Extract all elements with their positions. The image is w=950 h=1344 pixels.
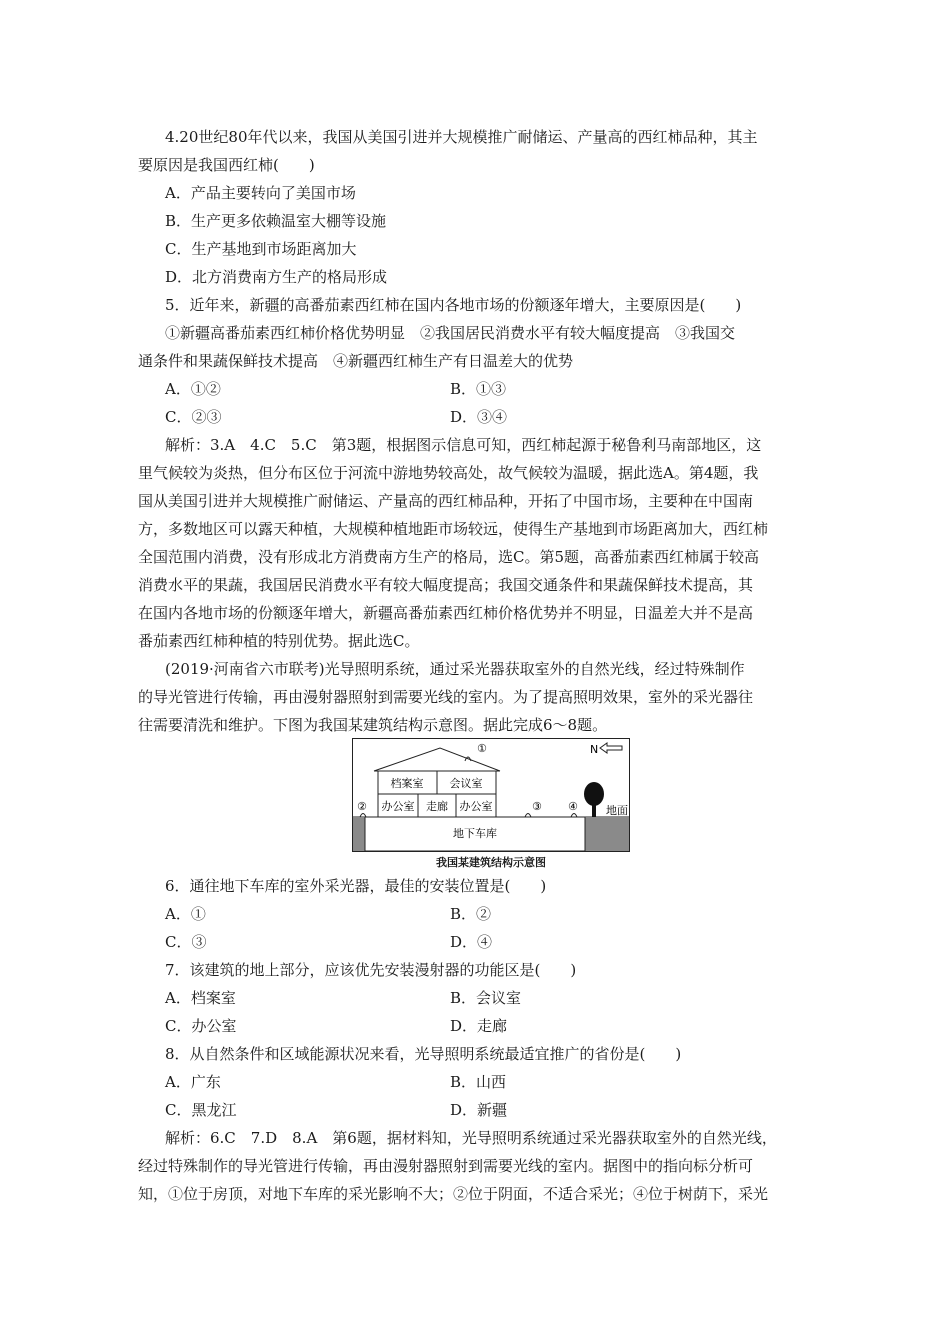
q7-option-a: A．档案室 — [165, 989, 236, 1007]
q4-stem-line1: 4.20世纪80年代以来，我国从美国引进并大规模推广耐储运、产量高的西红柿品种，其主 — [165, 128, 758, 146]
intro-line: 往需要清洗和维护。下图为我国某建筑结构示意图。据此完成6～8题。 — [138, 716, 608, 734]
q5-option-d: D．③④ — [450, 408, 508, 426]
q5-option-a: A．①② — [165, 380, 221, 398]
q7-option-b: B．会议室 — [450, 989, 522, 1007]
building-diagram — [352, 738, 630, 852]
analysis1-line: 全国范围内消费，没有形成北方消费南方生产的格局，选C。第5题，高番茄素西红柿属于较高 — [138, 548, 760, 566]
q6-option-a: A．① — [165, 905, 206, 923]
q7-option-c: C．办公室 — [165, 1017, 237, 1035]
label-3: ③ — [532, 800, 542, 813]
north-label: N — [590, 743, 599, 756]
q4-option-a: A．产品主要转向了美国市场 — [165, 184, 356, 202]
soil-left — [353, 817, 365, 851]
analysis1-line: 方，多数地区可以露天种植，大规模种植地距市场较远，使得生产基地到市场距离加大，西红柿 — [138, 520, 769, 538]
room-meeting: 会议室 — [449, 777, 483, 790]
analysis1-line: 解析：3.A 4.C 5.C 第3题，根据图示信息可知，西红柿起源于秘鲁利马南部地区，这 — [165, 436, 762, 454]
q8-stem: 8．从自然条件和区域能源状况来看，光导照明系统最适宜推广的省份是( ) — [165, 1045, 682, 1063]
q5-items-line1: ①新疆高番茄素西红柿价格优势明显 ②我国居民消费水平有较大幅度提高 ③我国交 — [165, 324, 736, 342]
q5-option-c: C．②③ — [165, 408, 222, 426]
label-ground: 地面 — [606, 804, 628, 817]
analysis1-line: 国从美国引进并大规模推广耐储运、产量高的西红柿品种，开拓了中国市场，主要种在中国南 — [138, 492, 754, 510]
q8-option-c: C．黑龙江 — [165, 1101, 237, 1119]
analysis1-line: 在国内各地市场的份额逐年增大，新疆高番茄素西红柿价格优势并不明显，日温差大并不是高 — [138, 604, 754, 622]
q6-option-c: C．③ — [165, 933, 207, 951]
q5-items-line2: 通条件和果蔬保鲜技术提高 ④新疆西红柿生产有日温差大的优势 — [138, 352, 574, 370]
analysis2-line: 经过特殊制作的导光管进行传输，再由漫射器照射到需要光线的室内。据图中的指向标分析可 — [138, 1157, 754, 1175]
analysis1-line: 里气候较为炎热，但分布区位于河流中游地势较高处，故气候较为温暖，据此选A。第4题，我 — [138, 464, 759, 482]
label-2: ② — [357, 800, 367, 813]
analysis1-line: 消费水平的果蔬，我国居民消费水平有较大幅度提高；我国交通条件和果蔬保鲜技术提高，其 — [138, 576, 754, 594]
room-office-2: 办公室 — [459, 800, 493, 813]
q8-option-a: A．广东 — [165, 1073, 221, 1091]
analysis2-line: 解析：6.C 7.D 8.A 第6题，据材料知，光导照明系统通过采光器获取室外的自然光线， — [165, 1129, 777, 1147]
q4-option-c: C．生产基地到市场距离加大 — [165, 240, 357, 258]
analysis2-line: 知，①位于房顶，对地下车库的采光影响不大；②位于阴面，不适合采光；④位于树荫下，采光 — [138, 1185, 769, 1203]
intro-line: (2019·河南省六市联考)光导照明系统，通过采光器获取室外的自然光线，经过特殊制作 — [165, 660, 745, 678]
q5-stem: 5．近年来，新疆的高番茄素西红柿在国内各地市场的份额逐年增大，主要原因是( ) — [165, 296, 742, 314]
intro-line: 的导光管进行传输，再由漫射器照射到需要光线的室内。为了提高照明效果，室外的采光器往 — [138, 688, 754, 706]
figure-caption: 我国某建筑结构示意图 — [436, 856, 546, 869]
room-office-1: 办公室 — [381, 800, 415, 813]
room-archive: 档案室 — [390, 777, 424, 790]
q7-stem: 7．该建筑的地上部分，应该优先安装漫射器的功能区是( ) — [165, 961, 577, 979]
label-1: ① — [477, 742, 487, 755]
q4-option-d: D．北方消费南方生产的格局形成 — [165, 268, 388, 286]
q8-option-d: D．新疆 — [450, 1101, 508, 1119]
q5-option-b: B．①③ — [450, 380, 507, 398]
q4-stem-line2: 要原因是我国西红柿( ) — [138, 156, 315, 174]
label-4: ④ — [568, 800, 578, 813]
q4-option-b: B．生产更多依赖温室大棚等设施 — [165, 212, 387, 230]
q6-stem: 6．通往地下车库的室外采光器，最佳的安装位置是( ) — [165, 877, 547, 895]
room-corridor: 走廊 — [426, 800, 448, 813]
q8-option-b: B．山西 — [450, 1073, 507, 1091]
q7-option-d: D．走廊 — [450, 1017, 508, 1035]
q6-option-d: D．④ — [450, 933, 493, 951]
label-garage: 地下车库 — [453, 827, 497, 840]
soil-right — [585, 817, 629, 851]
analysis1-line: 番茄素西红柿种植的特别优势。据此选C。 — [138, 632, 420, 650]
q6-option-b: B．② — [450, 905, 492, 923]
